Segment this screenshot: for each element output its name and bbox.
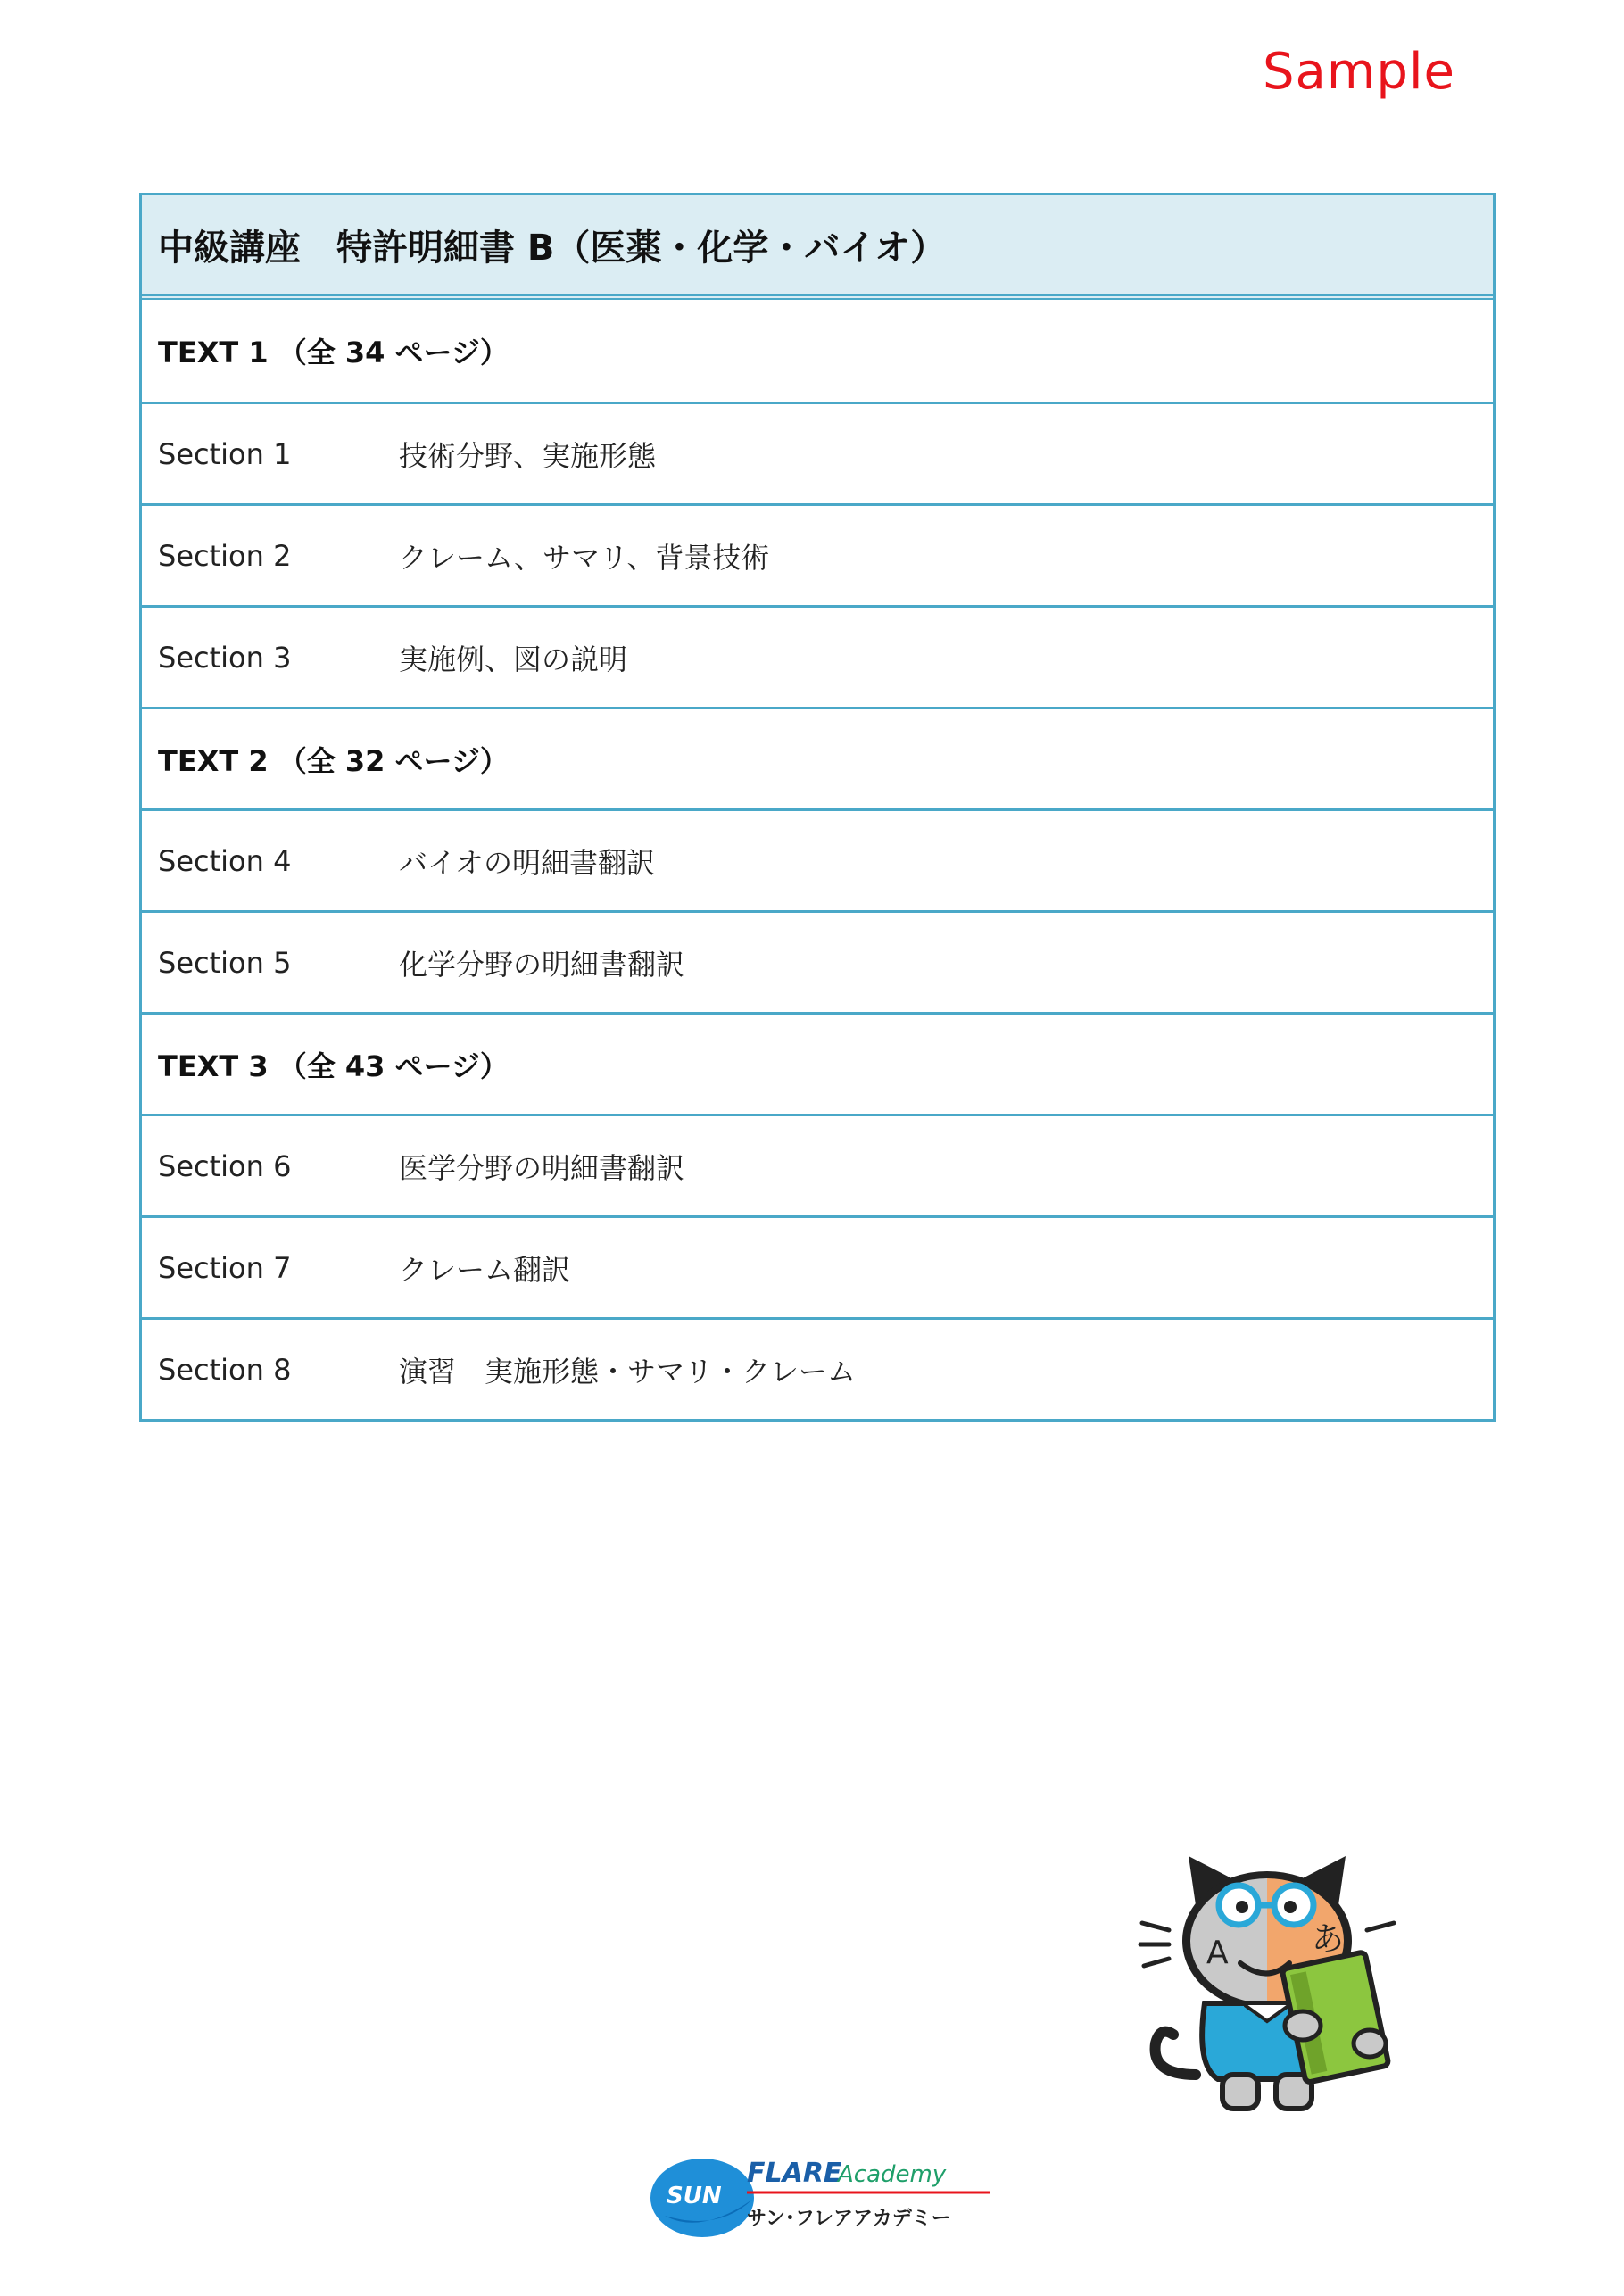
section-number: Section 8 [158, 1352, 292, 1387]
mascot-letter-hiragana: あ [1312, 1921, 1345, 1958]
section-row [142, 1114, 1493, 1215]
section-row [142, 503, 1493, 605]
section-title: 演習 実施形態・サマリ・クレーム [399, 1354, 857, 1388]
mascot-letter-a: A [1206, 1935, 1229, 1971]
section-number: Section 6 [158, 1148, 292, 1183]
course-title: 中級講座 特許明細書 B（医薬・化学・バイオ） [142, 195, 1493, 300]
section-number: Section 1 [158, 436, 292, 471]
text-heading-label: TEXT 3 （全 43 ページ） [158, 1049, 509, 1083]
logo-sun-text: SUN [667, 2183, 722, 2209]
text-heading-row [142, 1012, 1493, 1114]
text-heading-row [142, 707, 1493, 808]
section-row [142, 1215, 1493, 1317]
logo-academy-text: Academy [838, 2161, 947, 2188]
section-title: 技術分野、実施形態 [399, 438, 657, 473]
text-heading-label: TEXT 1 （全 34 ページ） [158, 336, 509, 369]
logo-flare-text: FLARE [747, 2158, 842, 2189]
sunflare-academy-logo [647, 2146, 995, 2244]
section-row [142, 1317, 1493, 1419]
logo-katakana-text: サン･フレアアカデミー [747, 2208, 951, 2230]
section-title: バイオの明細書翻訳 [399, 845, 656, 880]
section-title: クレーム、サマリ、背景技術 [399, 540, 770, 575]
section-row [142, 808, 1493, 910]
table-of-contents [139, 193, 1496, 1422]
text-heading-label: TEXT 2 （全 32 ページ） [158, 743, 509, 778]
section-title: 医学分野の明細書翻訳 [399, 1150, 685, 1185]
section-title: クレーム翻訳 [399, 1252, 571, 1287]
section-row [142, 910, 1493, 1012]
text-heading-row [142, 300, 1493, 402]
sample-watermark: Sample [1263, 43, 1455, 101]
section-row [142, 402, 1493, 503]
section-number: Section 3 [158, 640, 292, 675]
section-row [142, 605, 1493, 707]
section-number: Section 7 [158, 1250, 292, 1285]
cat-mascot-illustration [1133, 1852, 1419, 2119]
section-title: 化学分野の明細書翻訳 [399, 947, 685, 982]
section-number: Section 2 [158, 538, 292, 573]
section-number: Section 5 [158, 945, 292, 980]
section-title: 実施例、図の説明 [399, 642, 628, 676]
section-number: Section 4 [158, 843, 292, 878]
